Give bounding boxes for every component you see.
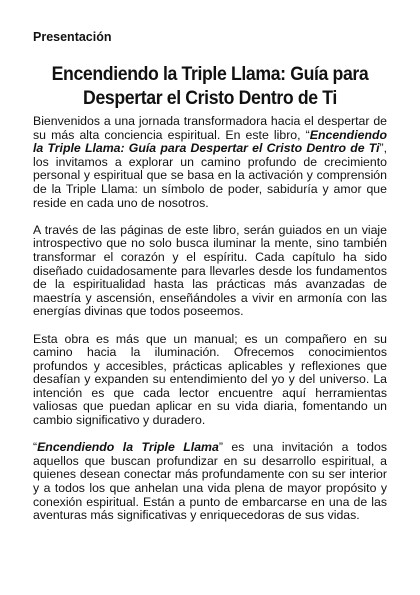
- paragraph-intro: Bienvenidos a una jornada transformadora hacia el despertar de su más alta conciencia espiritual. En este libro, “Encendiendo la Triple Llama: Guía para Despertar el Cristo Dentro de Ti”, los invitamos a explorar un camino profundo de crecimiento personal y espiritual que se basa en la activación y comprensión de la Triple Llama: un símbolo de poder, sabiduría y amor que reside en cada uno de nosotros.: [33, 114, 387, 210]
- paragraph-journey: A través de las páginas de este libro, serán guiados en un viaje introspectivo que no solo busca iluminar la mente, sino también transformar el corazón y el espíritu. Cada capítulo ha sido diseñado cuidadosamente para llevarles desde los fundamentos de la espiritualidad hasta las prácticas más avanzadas de maestría y ascensión, enseñándoles a vivir en armonía con las energías divinas que todos poseemos.: [33, 222, 387, 319]
- book-title-emphasis: Encendiendo la Triple Llama: [37, 440, 219, 455]
- book-title-emphasis: Encendiendo la Triple Llama: Guía para Despertar el Cristo Dentro de Ti: [33, 127, 387, 156]
- body-text: [33, 115, 387, 536]
- section-label: Presentación: [33, 30, 112, 44]
- paragraph-manual: Esta obra es más que un manual; es un compañero en su camino hacia la iluminación. Ofrecemos conocimientos profundos y accesibles, prácticas aplicables y reflexiones que desafían y expanden su entendimiento del yo y del universo. La intención es que cada lector encuentre aquí herramientas valiosas que puedan aplicar en su vida diaria, fomentando un cambio significativo y duradero.: [33, 331, 387, 428]
- page-title: Encendiendo la Triple Llama: Guía para Despertar el Cristo Dentro de Ti: [51, 64, 369, 109]
- paragraph-invitation: “Encendiendo la Triple Llama” es una invitación a todos aquellos que buscan profundizar en su desarrollo espiritual, a quienes desean conectar más profundamente con su ser interior y a todos los que anhelan una vida plena de mayor propósito y conexión espiritual. Están a punto de embarcarse en una de las aventuras más significativas y enriquecedoras de sus vidas.: [33, 440, 387, 523]
